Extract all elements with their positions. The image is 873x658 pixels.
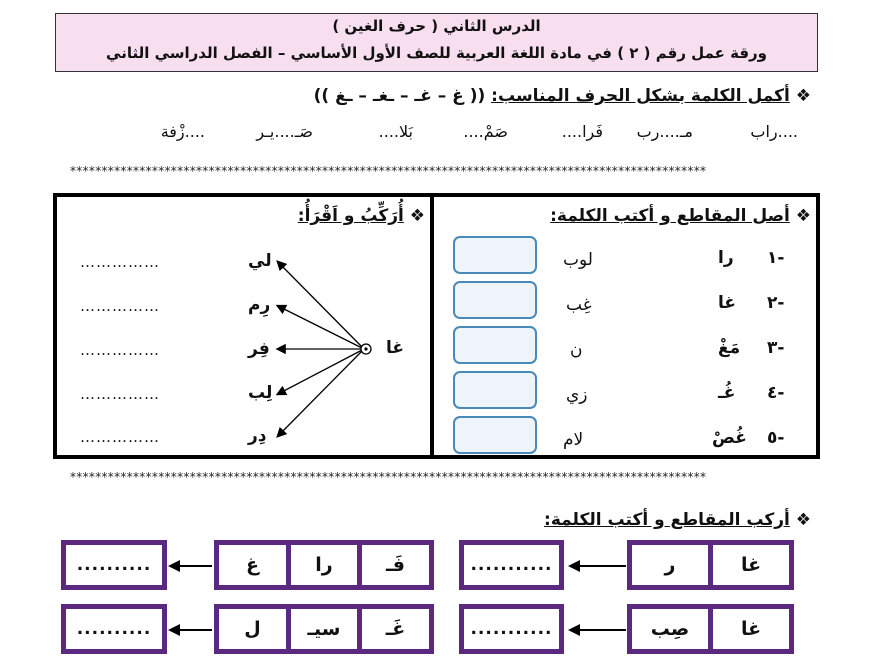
worksheet-subtitle: ورقة عمل رقم ( ٢ ) في مادة اللغة العربية للصف الأول الأساسي – الفصل الدراسي الثاني — [106, 44, 767, 62]
syllable-box: ر — [627, 540, 713, 590]
star-divider-1: ***************************************************************************************************** — [70, 164, 707, 178]
arrow-left-icon — [568, 558, 628, 574]
arrow-to-target-1 — [278, 262, 364, 349]
row-number: ١- — [767, 248, 785, 268]
answer-dots: …………… — [80, 341, 160, 359]
syllable-box: سيـ — [286, 604, 362, 654]
syllable-cell: غا — [718, 293, 736, 313]
target-syllable: لي — [248, 251, 272, 271]
answer-box-4[interactable] — [453, 371, 537, 409]
arrow-left-icon — [168, 622, 214, 638]
syllable-part: لام — [563, 430, 584, 450]
star-divider-2: ***************************************************************************************************** — [70, 470, 707, 484]
syllable-box: غا — [708, 604, 794, 654]
syllable-part: غِب — [566, 295, 592, 315]
answer-box-3[interactable] — [453, 326, 537, 364]
target-syllable: رِم — [248, 295, 271, 315]
syllable-box: غا — [708, 540, 794, 590]
section4-instruction — [544, 510, 811, 530]
bullet-icon: ❖ — [795, 206, 811, 226]
target-syllable: فِر — [248, 339, 270, 359]
section3-instruction — [298, 206, 425, 226]
worksheet-header — [55, 13, 818, 72]
syllable-cell: را — [718, 248, 734, 268]
answer-dots: …………… — [80, 297, 160, 315]
syllable-box: غَـ — [357, 604, 434, 654]
syllable-box: را — [286, 540, 362, 590]
arrow-left-icon — [168, 558, 214, 574]
syllable-box: غ — [214, 540, 291, 590]
bullet-icon: ❖ — [795, 510, 811, 530]
section1-letters: (( غ – غـ – ـغـ – ـغ )) — [313, 86, 486, 106]
answer-dots: …………… — [80, 428, 160, 446]
syllable-box: صِب — [627, 604, 713, 654]
row-number: ٢- — [767, 293, 785, 313]
row-number: ٣- — [767, 338, 785, 358]
row-number: ٥- — [767, 428, 785, 448]
arrow-to-target-5 — [278, 349, 364, 436]
section1-instruction-text: أكمل الكلمة بشكل الحرف المناسب: — [491, 86, 790, 106]
target-syllable: دِر — [248, 426, 267, 446]
fill-word-5: بَلا.... — [378, 122, 413, 141]
answer-box[interactable]: .......... — [61, 540, 167, 590]
fill-word-2: مـ....رب — [636, 122, 693, 141]
syllable-part: لوب — [563, 250, 593, 270]
source-syllable: غا — [386, 338, 404, 358]
syllable-part: ن — [570, 340, 583, 360]
answer-box-5[interactable] — [453, 416, 537, 454]
syllable-cell: مَغْ — [718, 338, 741, 358]
bullet-icon: ❖ — [409, 206, 425, 226]
syllable-cell: غُصْ — [712, 428, 747, 448]
answer-box-1[interactable] — [453, 236, 537, 274]
fill-word-3: فَرا.... — [561, 122, 603, 141]
syllable-box: فَـ — [357, 540, 434, 590]
section4-instruction-text: أركب المقاطع و أكتب الكلمة: — [544, 510, 790, 530]
section3-instruction-text: أُرَكِّبُ و اَقْرَأُ: — [297, 206, 404, 226]
section2-instruction-text: أصل المقاطع و أكتب الكلمة: — [550, 206, 790, 226]
row-number: ٤- — [767, 383, 785, 403]
arrow-to-target-2 — [278, 306, 364, 349]
section2-instruction — [550, 206, 811, 226]
arrow-left-icon — [568, 622, 628, 638]
fill-word-4: صَمْ.... — [463, 122, 508, 141]
arrow-to-target-4 — [278, 349, 364, 394]
connection-arrows — [260, 240, 380, 450]
syllable-part: زي — [566, 385, 588, 405]
bullet-icon: ❖ — [795, 86, 811, 106]
fill-word-6: صَـ....يـر — [256, 122, 313, 141]
answer-box[interactable]: ........... — [459, 604, 564, 654]
fill-word-7: ....زْفة — [160, 122, 205, 141]
syllable-cell: غُـ — [718, 383, 736, 403]
answer-box[interactable]: .......... — [61, 604, 167, 654]
fill-word-1: ....راب — [750, 122, 798, 141]
matching-box — [53, 193, 820, 459]
answer-box[interactable]: ........... — [459, 540, 564, 590]
syllable-box: ل — [214, 604, 291, 654]
target-syllable: لِب — [248, 383, 273, 403]
answer-dots: …………… — [80, 253, 160, 271]
answer-box-2[interactable] — [453, 281, 537, 319]
section1-instruction — [314, 86, 811, 106]
box-divider — [430, 193, 434, 459]
lesson-title: الدرس الثاني ( حرف الغين ) — [332, 17, 541, 35]
answer-dots: …………… — [80, 385, 160, 403]
